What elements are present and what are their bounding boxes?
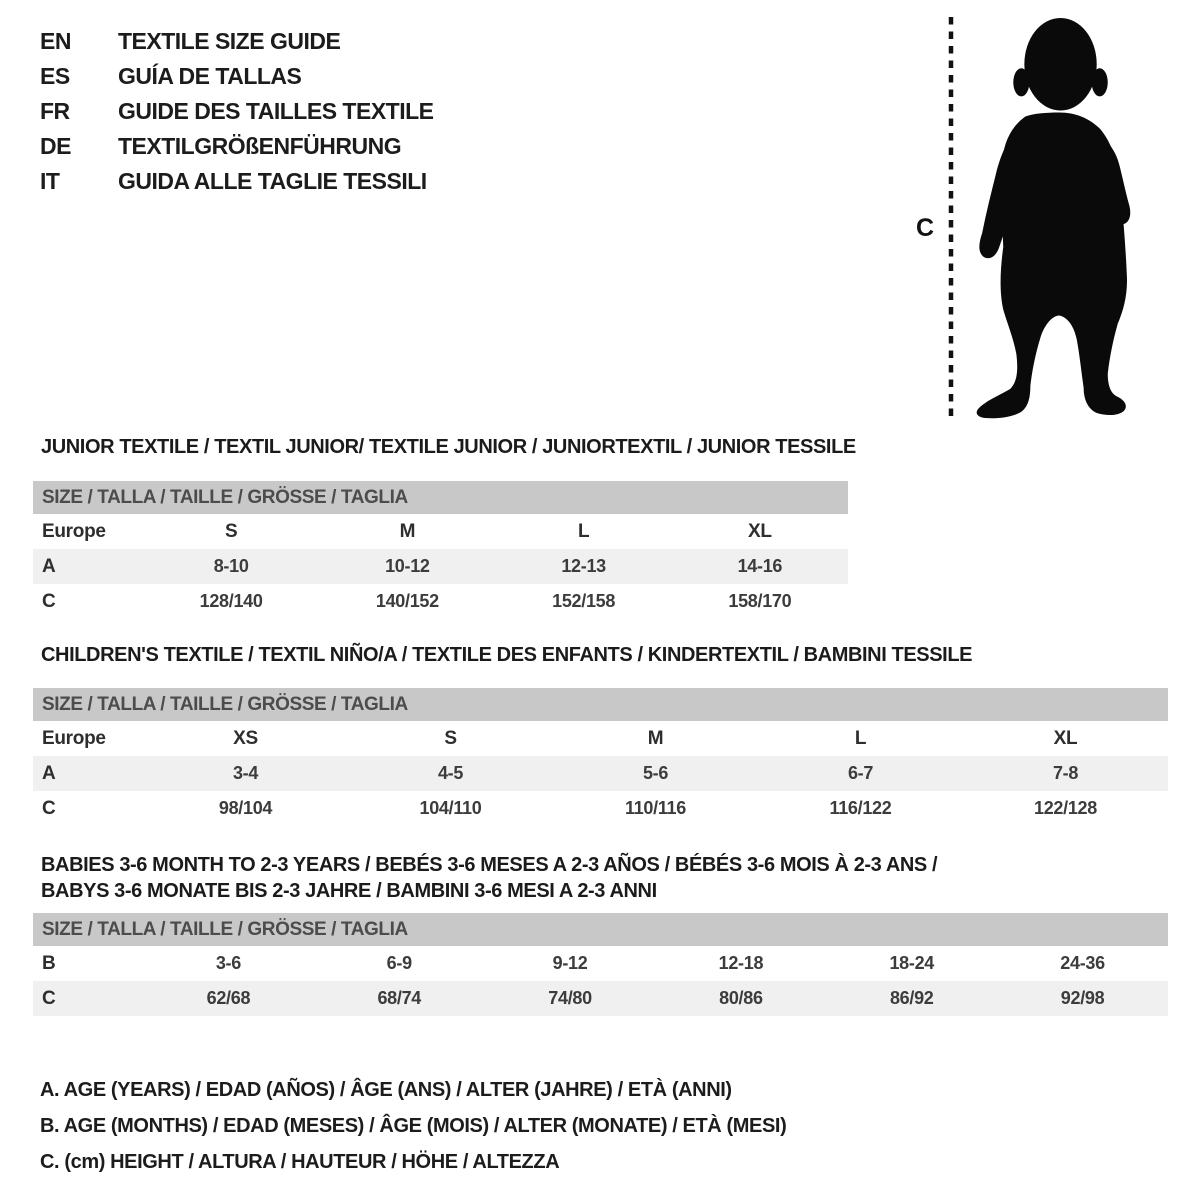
babies-height-value: 92/98 (1060, 988, 1105, 1008)
children-age-row-label: A (42, 762, 56, 784)
children-textile-section (33, 642, 1168, 826)
height-dashed-line-icon (946, 17, 956, 419)
babies-age-value: 24-36 (1060, 953, 1105, 973)
children-height-value: 98/104 (218, 798, 273, 818)
junior-age-value: 10-12 (385, 556, 430, 576)
babies-age-value: 18-24 (889, 953, 934, 973)
babies-height-row (33, 981, 1168, 1016)
babies-height-value: 80/86 (719, 988, 763, 1008)
junior-age-value: 14-16 (737, 556, 783, 576)
children-height-value: 122/128 (1034, 798, 1097, 818)
junior-age-value: 8-10 (213, 556, 249, 576)
children-height-row-label: C (42, 797, 56, 819)
language-row (40, 129, 434, 164)
junior-age-row (33, 549, 848, 584)
junior-age-value: 12-13 (561, 556, 606, 576)
junior-height-value: 152/158 (552, 591, 616, 611)
junior-section-title: JUNIOR TEXTILE / TEXTIL JUNIOR/ TEXTILE JUNIOR / JUNIORTEXTIL / JUNIOR TESSILE (41, 436, 856, 458)
junior-height-row (33, 584, 848, 619)
junior-size-s: S (224, 520, 238, 542)
junior-size-header-bar: SIZE / TALLA / TAILLE / GRÖSSE / TAGLIA (33, 481, 848, 514)
children-height-value: 116/122 (829, 798, 892, 818)
babies-age-value: 3-6 (215, 953, 241, 973)
children-age-value: 7-8 (1052, 763, 1079, 783)
babies-section-title-line2: BABYS 3-6 MONATE BIS 2-3 JAHRE / BAMBINI 3-6 MESI A 2-3 ANNI (41, 880, 657, 902)
height-measure-figure (880, 0, 1180, 430)
language-row (40, 94, 434, 129)
junior-europe-label: Europe (42, 520, 106, 542)
toddler-silhouette-icon (973, 16, 1138, 420)
babies-age-value: 12-18 (718, 953, 764, 973)
language-row (40, 59, 434, 94)
junior-height-value: 158/170 (728, 591, 792, 611)
language-code: DE (40, 133, 71, 159)
babies-age-value: 9-12 (552, 953, 588, 973)
babies-age-value: 6-9 (386, 953, 412, 973)
height-measure-label: C (916, 214, 934, 242)
guide-title: GUÍA DE TALLAS (118, 63, 302, 89)
language-code: IT (40, 168, 60, 194)
junior-size-l: L (577, 520, 590, 542)
babies-height-row-label: C (42, 987, 56, 1009)
children-size-l: L (854, 727, 867, 749)
language-code: FR (40, 98, 70, 124)
language-code: EN (40, 28, 71, 54)
measurement-legend (40, 1072, 786, 1180)
children-height-value: 104/110 (419, 798, 482, 818)
junior-height-value: 140/152 (375, 591, 439, 611)
junior-height-value: 128/140 (199, 591, 263, 611)
babies-textile-section (33, 852, 1168, 1016)
junior-size-xl: XL (748, 520, 772, 542)
babies-section-title-line1: BABIES 3-6 MONTH TO 2-3 YEARS / BEBÉS 3-6 MESES A 2-3 AÑOS / BÉBÉS 3-6 MOIS À 2-3 ANS / (41, 854, 938, 876)
children-size-m: M (647, 727, 664, 749)
junior-textile-section (33, 434, 856, 619)
children-age-value: 6-7 (847, 763, 874, 783)
language-row (40, 24, 434, 59)
children-age-value: 5-6 (642, 763, 669, 783)
babies-height-value: 62/68 (206, 988, 251, 1008)
legend-height-cm: C. (cm) HEIGHT / ALTURA / HAUTEUR / HÖHE / ALTEZZA (40, 1151, 560, 1173)
legend-age-months: B. AGE (MONTHS) / EDAD (MESES) / ÂGE (MOIS) / ALTER (MONATE) / ETÀ (MESI) (40, 1115, 787, 1137)
babies-height-value: 86/92 (889, 988, 934, 1008)
junior-age-row-label: A (42, 555, 56, 577)
language-title-block (40, 24, 434, 199)
children-section-title: CHILDREN'S TEXTILE / TEXTIL NIÑO/A / TEXTILE DES ENFANTS / KINDERTEXTIL / BAMBINI TESSILE (41, 644, 973, 666)
guide-title: TEXTILE SIZE GUIDE (118, 28, 341, 54)
children-age-value: 4-5 (437, 763, 464, 783)
children-europe-label: Europe (42, 727, 106, 749)
babies-age-row (33, 946, 1168, 981)
junior-size-m: M (399, 520, 416, 542)
children-height-value: 110/116 (625, 798, 686, 818)
guide-title: GUIDA ALLE TAGLIE TESSILI (118, 168, 427, 194)
children-age-value: 3-4 (232, 763, 259, 783)
children-europe-row (33, 721, 1168, 756)
guide-title: GUIDE DES TAILLES TEXTILE (118, 98, 434, 124)
babies-height-value: 68/74 (377, 988, 422, 1008)
babies-size-header-bar: SIZE / TALLA / TAILLE / GRÖSSE / TAGLIA (33, 913, 1168, 946)
guide-title: TEXTILGRÖßENFÜHRUNG (118, 133, 402, 159)
children-size-xl: XL (1053, 727, 1078, 749)
language-row (40, 164, 434, 199)
children-size-s: S (444, 727, 457, 749)
language-code: ES (40, 63, 70, 89)
children-size-header-bar: SIZE / TALLA / TAILLE / GRÖSSE / TAGLIA (33, 688, 1168, 721)
children-age-row (33, 756, 1168, 791)
babies-age-row-label: B (42, 952, 56, 974)
junior-height-row-label: C (42, 590, 56, 612)
junior-europe-row (33, 514, 848, 549)
legend-age-years: A. AGE (YEARS) / EDAD (AÑOS) / ÂGE (ANS) / ALTER (JAHRE) / ETÀ (ANNI) (40, 1079, 732, 1101)
children-height-row (33, 791, 1168, 826)
children-size-xs: XS (233, 727, 258, 749)
babies-height-value: 74/80 (548, 988, 592, 1008)
